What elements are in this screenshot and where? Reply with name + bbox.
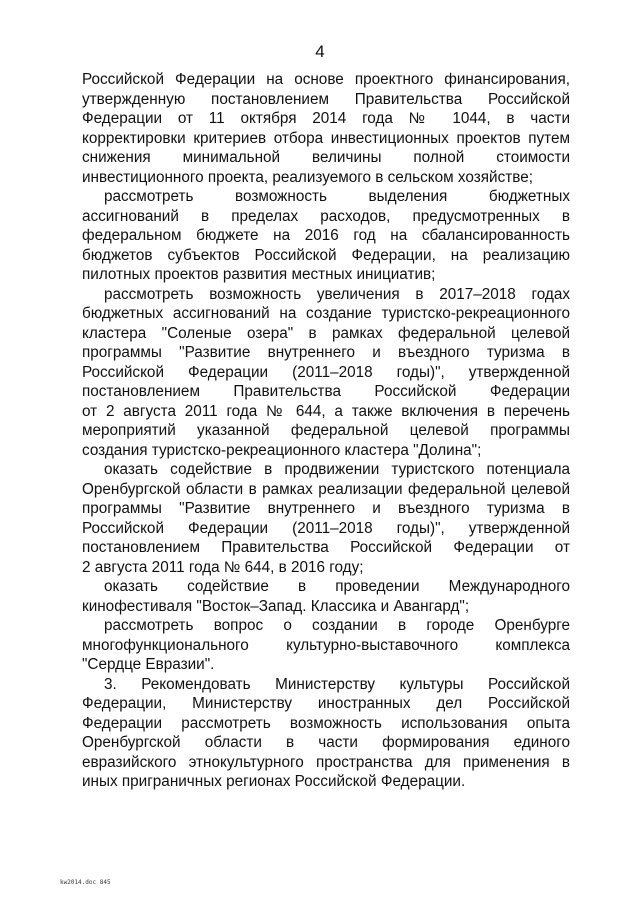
text-line: оказать содействие в продвижении туристского потенциала: [104, 461, 570, 478]
text-line: от 2 августа 2011 года № 644, а также включения в перечень: [82, 402, 570, 420]
text-line: Федерации, Министерству иностранных дел Российской: [82, 695, 570, 712]
text-line: рассмотреть возможность выделения бюджетных: [104, 188, 570, 205]
document-body: [82, 70, 570, 792]
text-line: рассмотреть вопрос о создании в городе Оренбурге: [104, 617, 570, 634]
text-line: Российской Федерации (2011–2018 годы)", утвержденной: [82, 519, 570, 537]
text-line: Федерации от 11 октября 2014 года № 1044, в части: [82, 110, 570, 127]
text-line: 3. Рекомендовать Министерству культуры Российской: [104, 675, 570, 693]
text-line: создания туристско-рекреационного кластера "Долина";: [82, 441, 482, 459]
text-line: постановлением Правительства Российской Федерации от: [82, 539, 570, 556]
text-line: рассмотреть возможность увеличения в 2017–2018 годах: [104, 285, 570, 303]
page-number: 4: [315, 42, 325, 61]
text-line: евразийского этнокультурного пространства для применения в: [82, 753, 570, 771]
text-line: мероприятий указанной федеральной целевой программы: [82, 422, 570, 439]
text-line: иных приграничных регионах Российской Федерации.: [82, 773, 466, 790]
text-line: Российской Федерации на основе проектного финансирования,: [82, 71, 570, 88]
text-line: 2 августа 2011 года № 644, в 2016 году;: [82, 558, 364, 576]
text-line: постановлением Правительства Российской Федерации: [82, 383, 570, 400]
text-line: программы "Развитие внутреннего и въездного туризма в: [82, 500, 570, 517]
text-line: программы "Развитие внутреннего и въездного туризма в: [82, 344, 570, 361]
text-line: кинофестиваля "Восток–Запад. Классика и Авангард";: [82, 597, 470, 615]
text-line: инвестиционного проекта, реализуемого в сельском хозяйстве;: [82, 168, 533, 186]
text-line: бюджетов субъектов Российской Федерации, на реализацию: [82, 246, 570, 264]
text-line: бюджетных ассигнований на создание туристско-рекреационного: [82, 305, 570, 322]
text-line: многофункционального культурно-выставочного комплекса: [82, 636, 570, 654]
text-line: оказать содействие в проведении Международного: [104, 578, 570, 595]
text-line: ассигнований в пределах расходов, предусмотренных в: [82, 207, 570, 225]
text-line: пилотных проектов развития местных инициатив;: [82, 266, 436, 283]
text-line: корректировки критериев отбора инвестиционных проектов путем: [82, 129, 570, 147]
text-line: Оренбургской области в части формирования единого: [82, 734, 570, 751]
text-line: кластера "Соленые озера" в рамках федеральной целевой: [82, 324, 570, 342]
text-line: федеральном бюджете на 2016 год на сбалансированность: [82, 227, 570, 244]
text-line: снижения минимальной величины полной стоимости: [82, 149, 570, 166]
text-line: утвержденную постановлением Правительства Российской: [82, 90, 570, 108]
text-line: Федерации рассмотреть возможность использования опыта: [82, 714, 570, 732]
footer-file-code: kw2014.doc 845: [60, 879, 111, 886]
text-line: "Сердце Евразии".: [82, 656, 215, 673]
text-line: Российской Федерации (2011–2018 годы)", утвержденной: [82, 363, 570, 381]
text-line: Оренбургской области в рамках реализации федеральной целевой: [82, 480, 570, 498]
